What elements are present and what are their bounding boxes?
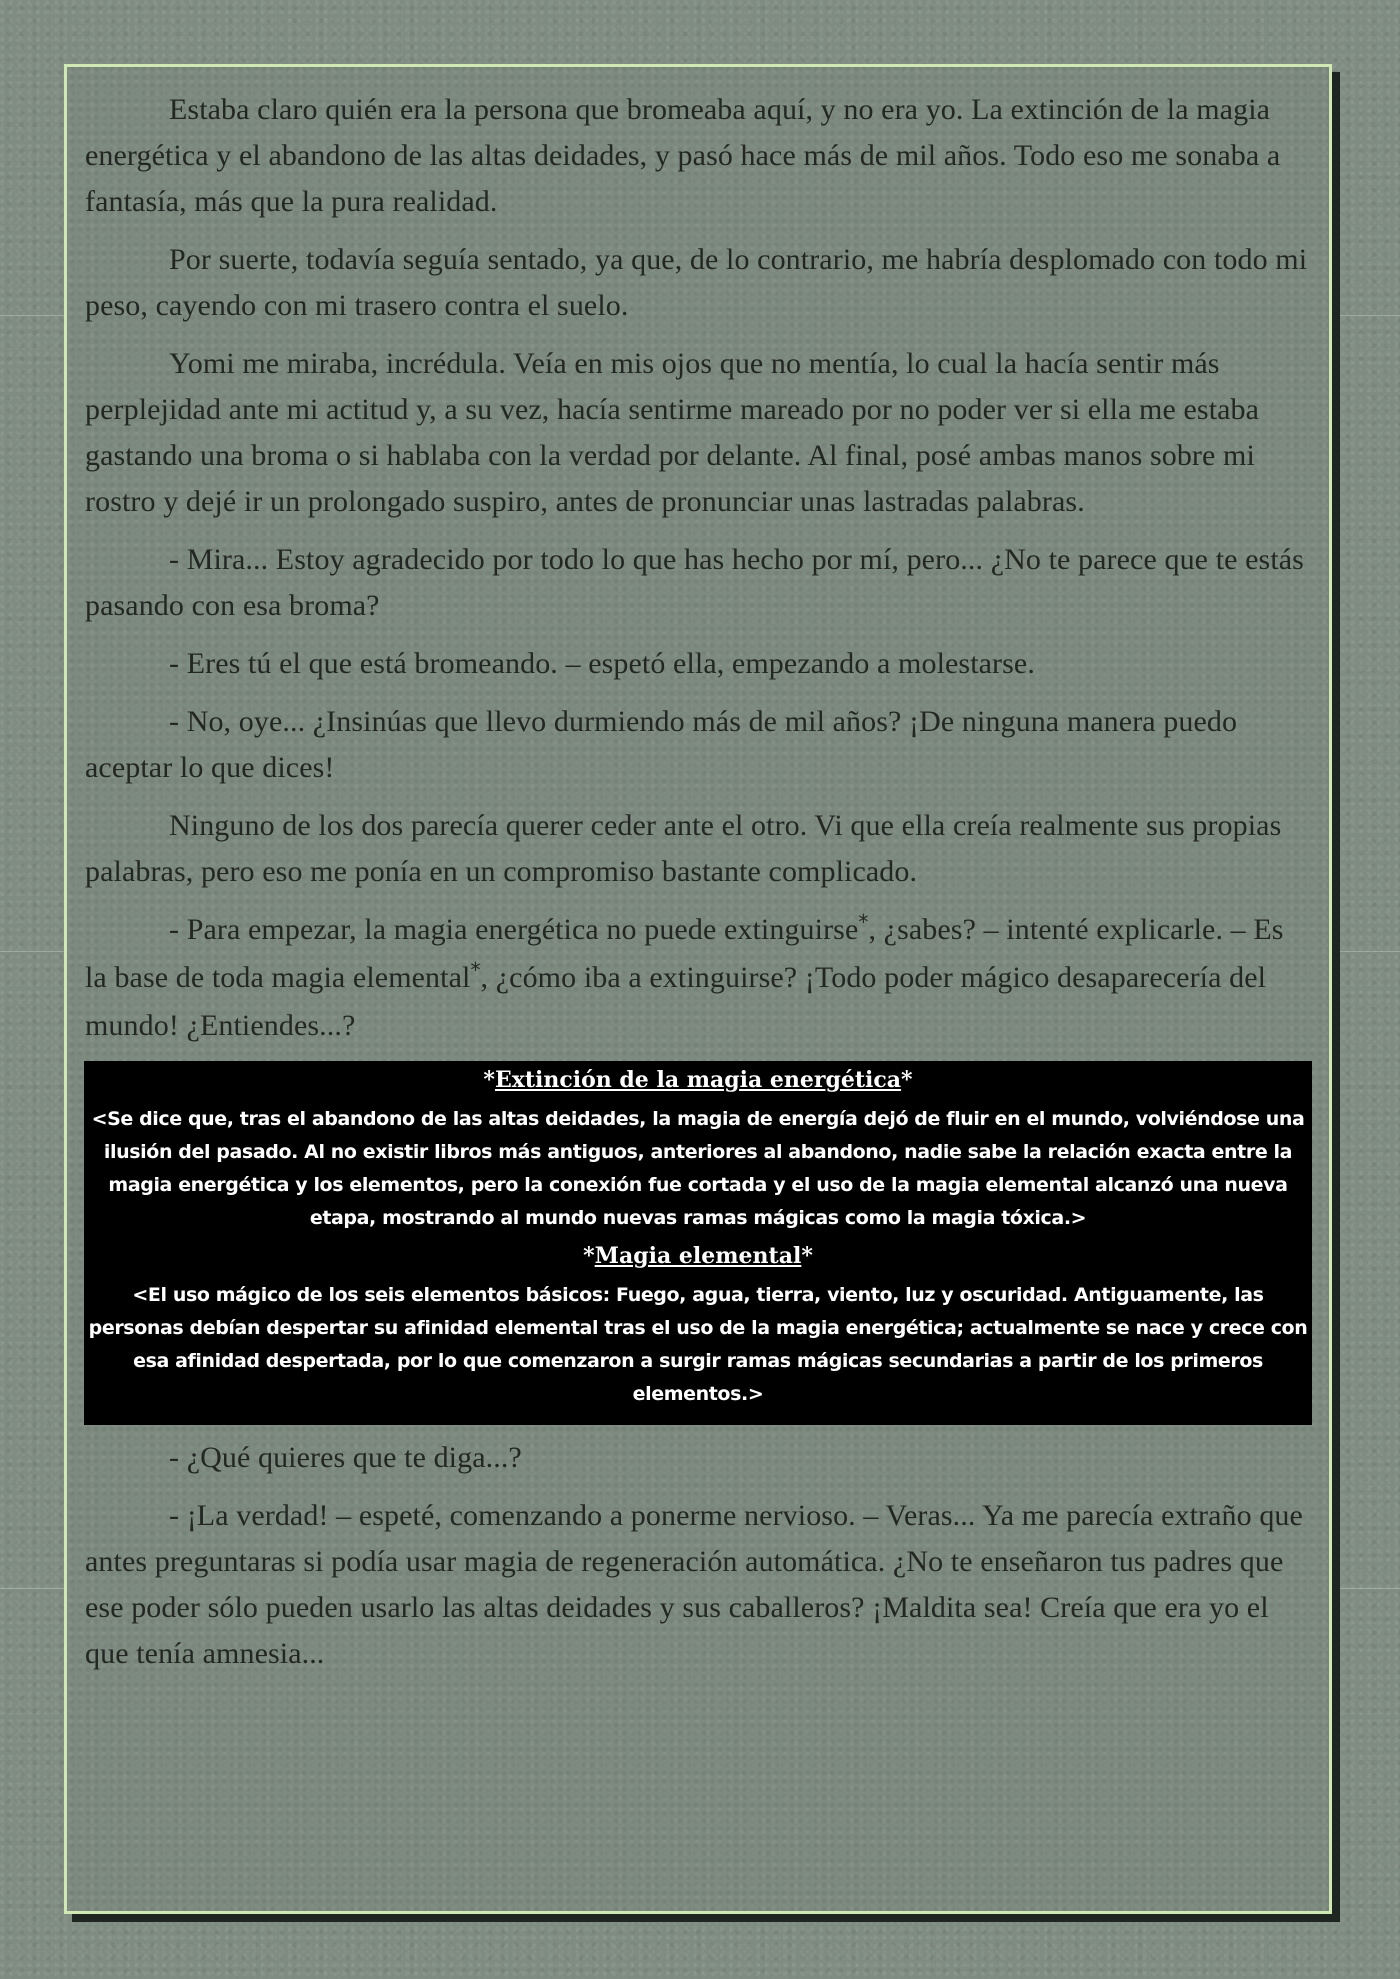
title-star: * <box>901 1067 913 1093</box>
paragraph: Por suerte, todavía seguía sentado, ya que, de lo contrario, me habría desplomado con todo mi peso, cayendo con mi trasero contra el suelo. <box>85 243 1308 322</box>
glossary-title <box>88 1065 1308 1095</box>
glossary-box <box>84 1061 1312 1425</box>
dialogue-line: - Mira... Estoy agradecido por todo lo que has hecho por mí, pero... ¿No te parece que te estás pasando con esa broma? <box>85 543 1304 622</box>
glossary-term: Magia elemental <box>594 1243 802 1269</box>
dialogue-line-with-notes <box>85 907 1311 1049</box>
dialogue-line: - No, oye... ¿Insinúas que llevo durmiendo más de mil años? ¡De ninguna manera puedo aceptar lo que dices! <box>85 705 1238 784</box>
document-page <box>64 64 1332 1914</box>
glossary-definition: <Se dice que, tras el abandono de las altas deidades, la magia de energía dejó de fluir en el mundo, volviéndose una ilusión del pasado. Al no existir libros más antiguos, anteriores al abandono, nadie sabe la relación exacta entre la magia energética y los elementos, pero la conexión fue cortada y el uso de la magia elemental alcanzó una nueva etapa, mostrando al mundo nuevas ramas mágicas como la magia tóxica.> <box>91 1108 1305 1229</box>
footnote-marker: * <box>858 910 869 934</box>
dialogue-line: - ¿Qué quieres que te diga...? <box>169 1441 522 1474</box>
title-star: * <box>583 1243 595 1269</box>
paragraph: Estaba claro quién era la persona que bromeaba aquí, y no era yo. La extinción de la magia energética y el abandono de las altas deidades, y pasó hace más de mil años. Todo eso me sonaba a fantasía, más que la pura realidad. <box>85 93 1281 218</box>
dialogue-text: , ¿sabes? – intenté explicarle. – Es la base de toda magia elemental <box>85 913 1284 994</box>
glossary-title <box>88 1241 1308 1271</box>
dialogue-line: - Eres tú el que está bromeando. – espetó ella, empezando a molestarse. <box>169 647 1035 680</box>
glossary-definition: <El uso mágico de los seis elementos básicos: Fuego, agua, tierra, viento, luz y oscuridad. Antiguamente, las personas debían despertar su afinidad elemental tras el uso de la magia energética; actualmente se nace y crece con esa afinidad despertada, por lo que comenzaron a surgir ramas mágicas secundarias a partir de los primeros elementos.> <box>88 1284 1308 1405</box>
glossary-term: Extinción de la magia energética <box>494 1067 902 1093</box>
title-star: * <box>483 1067 495 1093</box>
dialogue-text: , ¿cómo iba a extinguirse? ¡Todo poder mágico desaparecería del mundo! ¿Entiendes...? <box>85 961 1267 1042</box>
dialogue-line: - ¡La verdad! – espeté, comenzando a ponerme nervioso. – Veras... Ya me parecía extraño que antes preguntaras si podía usar magia de regeneración automática. ¿No te enseñaron tus padres que ese poder sólo pueden usarlo las altas deidades y sus caballeros? ¡Maldita sea! Creía que era yo el que tenía amnesia... <box>85 1499 1303 1670</box>
title-star: * <box>801 1243 813 1269</box>
paragraph: Yomi me miraba, incrédula. Veía en mis ojos que no mentía, lo cual la hacía sentir más perplejidad ante mi actitud y, a su vez, hacía sentirme mareado por no poder ver si ella me estaba gastando una broma o si hablaba con la verdad por delante. Al final, posé ambas manos sobre mi rostro y dejé ir un prolongado suspiro, antes de pronunciar unas lastradas palabras. <box>85 347 1260 518</box>
paragraph: Ninguno de los dos parecía querer ceder ante el otro. Vi que ella creía realmente sus propias palabras, pero eso me ponía en un compromiso bastante complicado. <box>85 809 1282 888</box>
dialogue-text: - Para empezar, la magia energética no puede extinguirse <box>169 913 859 946</box>
footnote-marker: * <box>470 958 481 982</box>
